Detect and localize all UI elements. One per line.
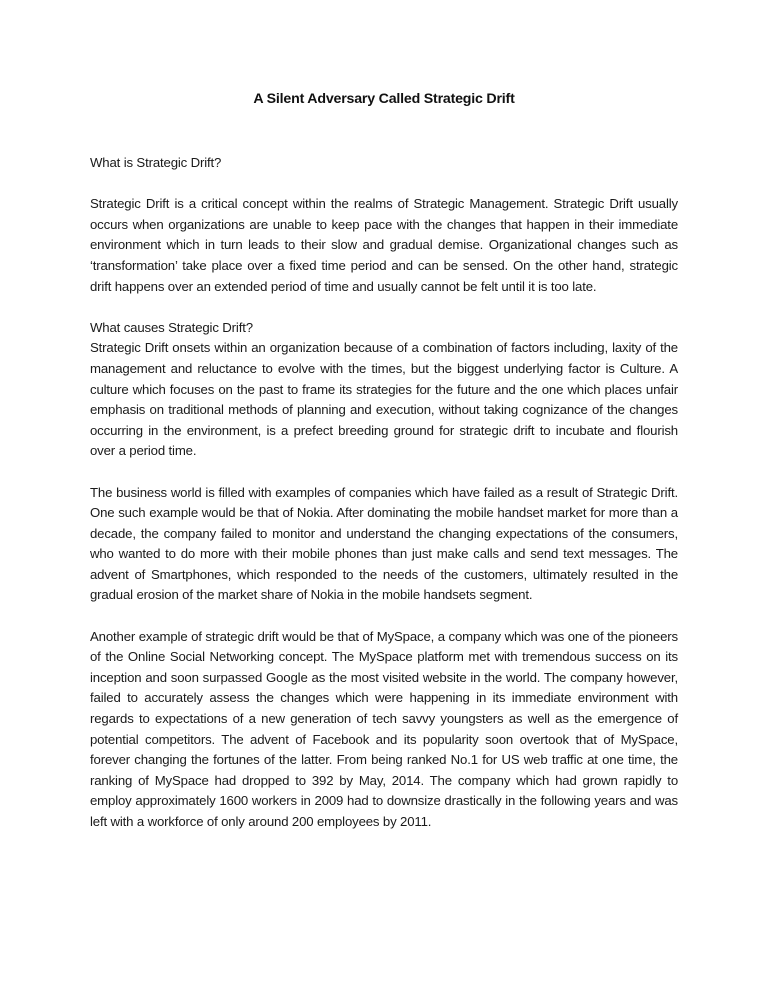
section-heading-what-is: What is Strategic Drift?	[90, 155, 222, 170]
spacer	[90, 606, 678, 627]
section-heading-what-causes: What causes Strategic Drift?	[90, 319, 253, 335]
paragraph-nokia-example: The business world is filled with examples of companies which have failed as a result of Strategic Drift. One such example would be that of Nokia. After dominating the mobile handset market for more than a decade, the company failed to monitor and understand the changing expectations of the consumers, who wanted to do more with their mobile phones than just make calls and send text messages. The advent of Smartphones, which responded to the needs of the customers, ultimately resulted in the gradual erosion of the market share of Nokia in the mobile handsets segment.	[90, 484, 678, 603]
paragraph-myspace-example: Another example of strategic drift would be that of MySpace, a company which was one of the pioneers of the Online Social Networking concept. The MySpace platform met with tremendous success on its inception and soon surpassed Google as the most visited website in the world. The company however, failed to accurately assess the changes which were happening in its immediate environment with regards to expectations of a new generation of tech savvy youngsters as well as the emergence of potential competitors. The advent of Facebook and its popularity soon overtook that of MySpace, forever changing the fortunes of the latter. From being ranked No.1 for US web traffic at one time, the ranking of MySpace had dropped to 392 by May, 2014. The company which had grown rapidly to employ approximately 1600 workers in 2009 had to downsize drastically in the following years and was left with a workforce of only around 200 employees by 2011.	[90, 628, 678, 829]
paragraph-causes: Strategic Drift onsets within an organization because of a combination of factors including, laxity of the management and reluctance to evolve with the times, but the biggest underlying factor is Culture. A culture which focuses on the past to frame its strategies for the future and the one which places unfair emphasis on traditional methods of planning and execution, without taking cognizance of the changes occurring in the environment, is a prefect breeding ground for strategic drift to incubate and flourish over a period time.	[90, 340, 678, 459]
paragraph-definition: Strategic Drift is a critical concept within the realms of Strategic Management. Strategic Drift usually occurs when organizations are unable to keep pace with the changes that happen in their immediate environment which in turn leads to their slow and gradual demise. Organizational changes such as ‘transformation’ take place over a fixed time period and can be sensed. On the other hand, strategic drift happens over an extended period of time and usually cannot be felt until it is too late.	[90, 196, 678, 294]
spacer	[90, 174, 678, 195]
document-title: A Silent Adversary Called Strategic Drift	[253, 91, 515, 107]
document-body	[90, 153, 678, 833]
spacer	[90, 297, 678, 318]
spacer	[90, 462, 678, 483]
